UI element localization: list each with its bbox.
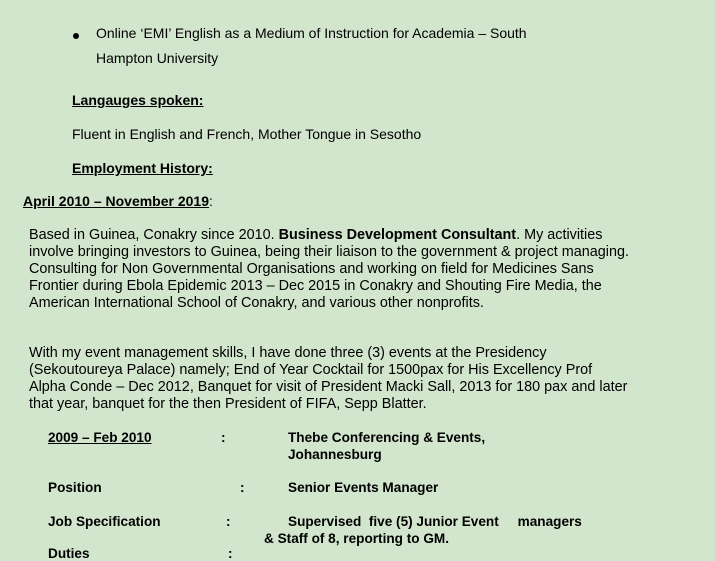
job-position-colon: : — [240, 480, 245, 495]
employment-heading: Employment History: — [72, 160, 213, 176]
job-spec-value-line1: Supervised five (5) Junior Event managers — [288, 514, 582, 529]
bullet-icon — [73, 33, 79, 39]
employment-paragraph-1 — [29, 227, 629, 312]
employment-period-line — [23, 189, 213, 213]
education-item-line2: Hampton University — [96, 50, 219, 66]
para1-before: Based in Guinea, Conakry since 2010. — [29, 227, 279, 243]
employment-paragraph-2: With my event management skills, I have done three (3) events at the Presidency (Sekoutoureya Palace) namely; End of Year Cocktail for 1500pax for His Excellency Prof Alpha Conde – Dec 2012, Banquet for visit of President Macki Sall, 2013 for 180 pax and later that year, banquet for the then President of FIFA, Sepp Blatter. — [29, 345, 628, 412]
job-duties-label: Duties — [48, 546, 90, 561]
para1-after: . My activities involve bringing investors to Guinea, being their liaison to the government & project managing. Consulting for Non Governmental Organisations and working on field for Medicines Sans Frontier during Ebola Epidemic 2013 – Dec 2015 in Conakry and Shouting Fire Media, the American International School of Conakry, and various other nonprofits. — [29, 227, 629, 311]
job-period-colon: : — [221, 430, 226, 445]
job-position-label: Position — [48, 480, 102, 495]
employment-period-colon: : — [209, 193, 213, 209]
job-company-line2: Johannesburg — [288, 447, 382, 462]
job-duties-colon: : — [228, 546, 233, 561]
job-spec-colon: : — [226, 514, 231, 529]
languages-heading: Langauges spoken: — [72, 92, 204, 108]
job-period-label: 2009 – Feb 2010 — [48, 430, 152, 445]
para1-role: Business Development Consultant — [278, 227, 517, 243]
job-position-value: Senior Events Manager — [288, 480, 439, 495]
education-item-line1: Online ‘EMI’ English as a Medium of Instruction for Academia – South — [96, 25, 527, 41]
languages-text: Fluent in English and French, Mother Tongue in Sesotho — [72, 126, 422, 142]
job-spec-label: Job Specification — [48, 514, 161, 529]
job-spec-value-line2: & Staff of 8, reporting to GM. — [264, 531, 450, 546]
job-company-line1: Thebe Conferencing & Events, — [288, 430, 486, 445]
employment-period: April 2010 – November 2019 — [23, 193, 209, 209]
